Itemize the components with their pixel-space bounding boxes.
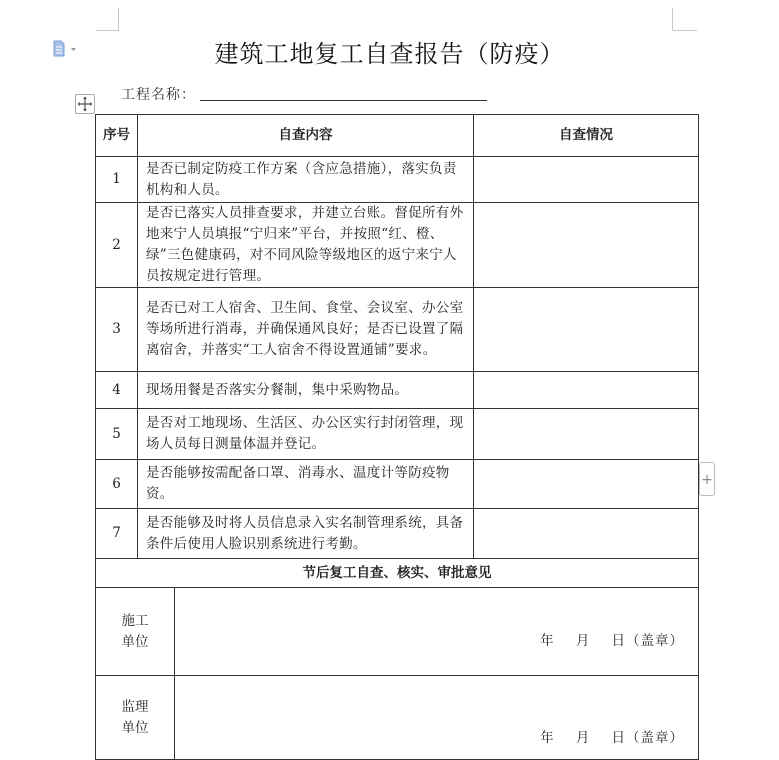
sign-label-supervision — [96, 676, 175, 760]
row-status-cell[interactable] — [474, 460, 699, 509]
row-status-cell[interactable] — [474, 372, 699, 409]
crop-mark-top-left — [96, 8, 119, 31]
row-status-cell[interactable] — [474, 157, 699, 203]
row-index: 1 — [96, 157, 138, 203]
table-move-icon[interactable] — [75, 94, 95, 114]
header-index: 序号 — [96, 115, 138, 157]
row-status-cell[interactable] — [474, 288, 699, 372]
sign-row-construction — [96, 588, 699, 676]
date-seal-text: 年 月 日（盖章） — [540, 730, 684, 746]
row-content: 是否对工地现场、生活区、办公区实行封闭管理，现场人员每日测量体温并登记。 — [138, 409, 474, 460]
row-content: 是否已对工人宿舍、卫生间、食堂、会议室、办公室等场所进行消毒，并确保通风良好；是否已设置了隔离宿舍，并落实“工人宿舍不得设置通铺”要求。 — [138, 288, 474, 372]
row-index: 5 — [96, 409, 138, 460]
row-content: 是否能够按需配备口罩、消毒水、温度计等防疫物资。 — [138, 460, 474, 509]
sign-label-line2: 单位 — [121, 719, 149, 736]
self-check-table — [95, 114, 699, 760]
add-column-plus-icon[interactable]: + — [699, 462, 715, 496]
table-row — [96, 409, 699, 460]
row-index: 2 — [96, 203, 138, 288]
crop-mark-top-right — [672, 8, 697, 31]
row-status-cell[interactable] — [474, 509, 699, 559]
table-row — [96, 460, 699, 509]
row-status-cell[interactable] — [474, 409, 699, 460]
document-title: 建筑工地复工自查报告（防疫） — [214, 40, 565, 68]
table-row — [96, 203, 699, 288]
header-content: 自查内容 — [138, 115, 474, 157]
sign-label-line1: 施工 — [121, 612, 149, 629]
section-header-row — [96, 559, 699, 588]
table-row — [96, 157, 699, 203]
row-index: 4 — [96, 372, 138, 409]
table-row — [96, 288, 699, 372]
review-section-header: 节后复工自查、核实、审批意见 — [96, 559, 699, 588]
table-row — [96, 509, 699, 559]
row-index: 3 — [96, 288, 138, 372]
table-row — [96, 372, 699, 409]
sign-label-line1: 监理 — [121, 698, 149, 715]
sign-label-construction — [96, 588, 175, 676]
table-header-row — [96, 115, 699, 157]
row-content: 是否已落实人员排查要求，并建立台账。督促所有外地来宁人员填报“宁归来”平台，并按照“红、橙、绿”三色健康码，对不同风险等级地区的返宁来宁人员按规定进行管理。 — [138, 203, 474, 288]
sign-row-supervision — [96, 676, 699, 760]
row-content: 是否已制定防疫工作方案（含应急措施），落实负责机构和人员。 — [138, 157, 474, 203]
sign-cell-supervision[interactable] — [175, 676, 699, 760]
header-status: 自查情况 — [474, 115, 699, 157]
sign-label-line2: 单位 — [121, 633, 149, 650]
project-name-label: 工程名称： — [121, 87, 196, 103]
row-index: 6 — [96, 460, 138, 509]
date-seal-text: 年 月 日（盖章） — [540, 633, 684, 649]
project-name-field[interactable] — [200, 100, 487, 101]
row-content: 现场用餐是否落实分餐制，集中采购物品。 — [138, 372, 474, 409]
row-index: 7 — [96, 509, 138, 559]
sign-cell-construction[interactable] — [175, 588, 699, 676]
row-content: 是否能够及时将人员信息录入实名制管理系统，具备条件后使用人脸识别系统进行考勤。 — [138, 509, 474, 559]
row-status-cell[interactable] — [474, 203, 699, 288]
